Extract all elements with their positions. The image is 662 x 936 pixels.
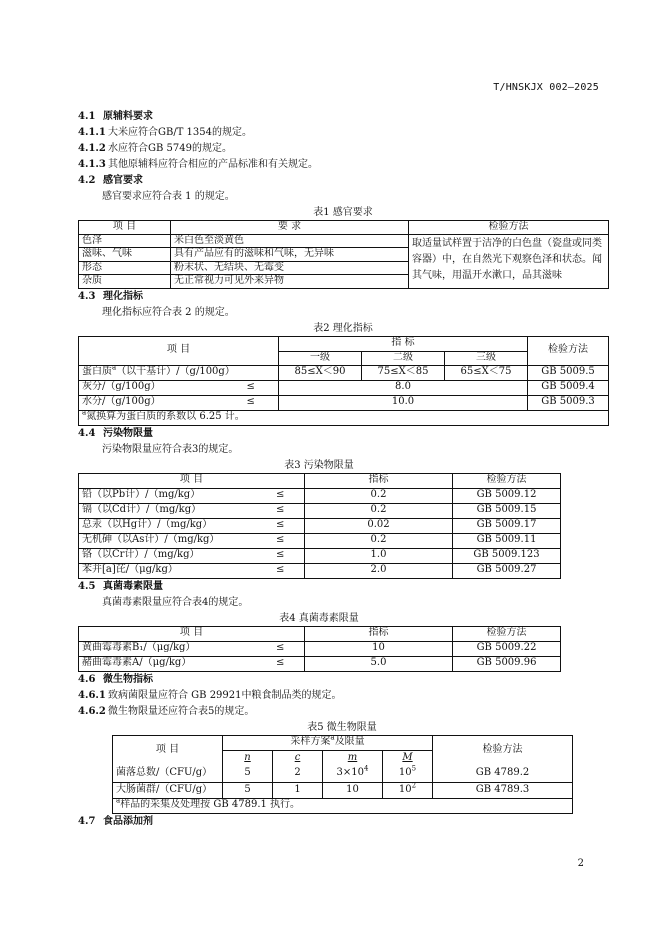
table3-item: 铬（以Cr计）/（mg/kg） bbox=[79, 548, 257, 563]
table4-value: 10 bbox=[305, 641, 453, 656]
table3-item: 铅（以Pb计）/（mg/kg） bbox=[79, 488, 257, 503]
table3-item: 无机砷（以As计）/（mg/kg） bbox=[79, 533, 257, 548]
table2-ash-label: 灰分/（g/100g） bbox=[79, 380, 224, 395]
table1-cell: 色泽 bbox=[79, 234, 171, 248]
table4-sym: ≤ bbox=[257, 656, 305, 671]
table3-contaminants bbox=[78, 473, 561, 579]
section-4-2-text: 感官要求应符合表 1 的规定。 bbox=[102, 191, 235, 202]
section-4-1-heading: 4.1 原辅料要求 bbox=[78, 111, 153, 122]
table2-protein-grade2: 75≤X＜85 bbox=[362, 365, 445, 380]
table2-ash-method: GB 5009.4 bbox=[528, 380, 609, 395]
table2-ash-value: 8.0 bbox=[279, 380, 528, 395]
table5-header-method: 检验方法 bbox=[433, 735, 573, 765]
table1-header-requirement: 要 求 bbox=[171, 221, 409, 235]
table2-physicochemical bbox=[78, 336, 609, 426]
table1-sensory bbox=[78, 220, 609, 289]
section-4-7-heading: 4.7 食品添加剂 bbox=[78, 815, 153, 827]
table1-cell: 杂质 bbox=[79, 275, 171, 289]
table5-row2-n: 5 bbox=[223, 782, 273, 798]
table1-header-item: 项 目 bbox=[79, 221, 171, 235]
section-4-6-heading: 4.6 微生物指标 bbox=[78, 673, 153, 685]
table2-ash-sym: ≤ bbox=[224, 380, 279, 395]
table5-title: 表5 微生物限量 bbox=[307, 721, 377, 733]
table4-header-index: 指标 bbox=[305, 626, 453, 641]
table3-method: GB 5009.27 bbox=[453, 563, 561, 578]
table2-note: $^a$氮换算为蛋白质的系数以 6.25 计。 bbox=[79, 410, 609, 425]
table2-protein-grade3: 65≤X＜75 bbox=[445, 365, 528, 380]
table1-cell: 滋味、气味 bbox=[79, 248, 171, 262]
table3-sym: ≤ bbox=[257, 563, 305, 578]
table5-microbial bbox=[112, 735, 573, 814]
table1-cell: 具有产品应有的滋味和气味，无异味 bbox=[171, 248, 409, 262]
table3-sym: ≤ bbox=[257, 518, 305, 533]
section-4-5-heading: 4.5 真菌毒素限量 bbox=[78, 580, 163, 592]
table3-value: 0.2 bbox=[305, 503, 453, 518]
table3-method: GB 5009.123 bbox=[453, 548, 561, 563]
table5-row1-m: $3\times 10^4$ bbox=[323, 765, 383, 782]
table4-title: 表4 真菌毒素限量 bbox=[279, 612, 359, 624]
table3-method: GB 5009.12 bbox=[453, 488, 561, 503]
table5-header-plan: 采样方案$^a$及限量 bbox=[223, 735, 433, 750]
table3-item: 镉（以Cd计）/（mg/kg） bbox=[79, 503, 257, 518]
page-number: 2 bbox=[577, 858, 584, 869]
table4-header-item: 项 目 bbox=[79, 626, 305, 641]
table3-value: 2.0 bbox=[305, 563, 453, 578]
table2-protein-label: 蛋白质$^a$（以干基计）/（g/100g） bbox=[79, 365, 279, 380]
table5-row1-M: $10^5$ bbox=[383, 765, 433, 782]
table3-sym: ≤ bbox=[257, 533, 305, 548]
standard-code: T/HNSKJX 002—2025 bbox=[493, 82, 599, 93]
table5-header-m: m bbox=[323, 750, 383, 765]
document-body bbox=[78, 109, 608, 830]
table5-header-M: M bbox=[383, 750, 433, 765]
section-4-5-text: 真菌毒素限量应符合表4的规定。 bbox=[102, 596, 249, 608]
table3-value: 1.0 bbox=[305, 548, 453, 563]
table3-header-item: 项 目 bbox=[79, 473, 305, 488]
table2-moisture-method: GB 5009.3 bbox=[528, 395, 609, 410]
table1-cell: 粉末状、无结块、无霉变 bbox=[171, 261, 409, 275]
table2-header-index: 指 标 bbox=[279, 336, 528, 351]
table4-value: 5.0 bbox=[305, 656, 453, 671]
clause-4-6-2: 4.6.2 微生物限量还应符合表5的规定。 bbox=[78, 705, 255, 717]
section-4-2-heading: 4.2 感官要求 bbox=[78, 175, 143, 186]
table5-row1-n: 5 bbox=[223, 765, 273, 782]
table3-method: GB 5009.15 bbox=[453, 503, 561, 518]
table5-header-c: c bbox=[273, 750, 323, 765]
table5-row2-c: 1 bbox=[273, 782, 323, 798]
table2-header-item: 项 目 bbox=[79, 336, 279, 365]
table4-method: GB 5009.96 bbox=[453, 656, 561, 671]
clause-4-1-2: 4.1.2 水应符合GB 5749的规定。 bbox=[78, 143, 232, 154]
table2-header-method: 检验方法 bbox=[528, 336, 609, 365]
table5-row1-method: GB 4789.2 bbox=[433, 765, 573, 782]
table4-header-method: 检验方法 bbox=[453, 626, 561, 641]
table3-value: 0.2 bbox=[305, 533, 453, 548]
table3-value: 0.02 bbox=[305, 518, 453, 533]
table4-item: 黄曲霉毒素B₁/（μg/kg） bbox=[79, 641, 257, 656]
table3-sym: ≤ bbox=[257, 488, 305, 503]
table5-row2-m: 10 bbox=[323, 782, 383, 798]
section-4-4-heading: 4.4 污染物限量 bbox=[78, 427, 153, 439]
table2-moisture-label: 水分/（g/100g） bbox=[79, 395, 224, 410]
table3-item: 苯并[a]芘/（μg/kg） bbox=[79, 563, 257, 578]
table4-method: GB 5009.22 bbox=[453, 641, 561, 656]
table1-header-method: 检验方法 bbox=[409, 221, 609, 235]
table4-sym: ≤ bbox=[257, 641, 305, 656]
table1-method-cell: 取适量试样置于洁净的白色盘（瓷盘或同类容器）中，在自然光下观察色泽和状态。闻其气味，用温开水漱口，品其滋味 bbox=[409, 234, 609, 288]
table5-note: $^a$样品的采集及处理按 GB 4789.1 执行。 bbox=[113, 798, 573, 813]
clause-4-1-3: 4.1.3 其他原辅料应符合相应的产品标准和有关规定。 bbox=[78, 159, 318, 170]
table3-header-index: 指标 bbox=[305, 473, 453, 488]
table2-protein-method: GB 5009.5 bbox=[528, 365, 609, 380]
section-4-3-heading: 4.3 理化指标 bbox=[78, 290, 143, 302]
table3-sym: ≤ bbox=[257, 548, 305, 563]
table2-moisture-value: 10.0 bbox=[279, 395, 528, 410]
table4-mycotoxins bbox=[78, 626, 561, 672]
table5-row2-method: GB 4789.3 bbox=[433, 782, 573, 798]
table1-cell: 形态 bbox=[79, 261, 171, 275]
table3-sym: ≤ bbox=[257, 503, 305, 518]
table4-item: 赭曲霉毒素A/（μg/kg） bbox=[79, 656, 257, 671]
table2-protein-grade1: 85≤X＜90 bbox=[279, 365, 362, 380]
table3-item: 总汞（以Hg计）/（mg/kg） bbox=[79, 518, 257, 533]
section-4-3-text: 理化指标应符合表 2 的规定。 bbox=[102, 306, 235, 318]
table5-row2-item: 大肠菌群/（CFU/g） bbox=[113, 782, 223, 798]
table5-row1-item: 菌落总数/（CFU/g） bbox=[113, 765, 223, 782]
table3-value: 0.2 bbox=[305, 488, 453, 503]
table3-title: 表3 污染物限量 bbox=[284, 459, 354, 471]
table1-cell: 米白色至淡黄色 bbox=[171, 234, 409, 248]
table5-row1-c: 2 bbox=[273, 765, 323, 782]
table2-grade-1: 一级 bbox=[279, 351, 362, 365]
table1-title: 表1 感官要求 bbox=[313, 207, 373, 218]
table5-header-n: n bbox=[223, 750, 273, 765]
table5-row2-M: $10^2$ bbox=[383, 782, 433, 798]
table1-cell: 无正常视力可见外来异物 bbox=[171, 275, 409, 289]
table3-method: GB 5009.11 bbox=[453, 533, 561, 548]
table3-header-method: 检验方法 bbox=[453, 473, 561, 488]
table3-method: GB 5009.17 bbox=[453, 518, 561, 533]
table2-grade-2: 二级 bbox=[362, 351, 445, 365]
table2-grade-3: 三级 bbox=[445, 351, 528, 365]
clause-4-6-1: 4.6.1 致病菌限量应符合 GB 29921中粮食制品类的规定。 bbox=[78, 689, 342, 701]
clause-4-1-1: 4.1.1 大米应符合GB/T 1354的规定。 bbox=[78, 127, 253, 138]
table5-header-item: 项 目 bbox=[113, 735, 223, 765]
table2-title: 表2 理化指标 bbox=[313, 322, 373, 334]
section-4-4-text: 污染物限量应符合表3的规定。 bbox=[102, 443, 239, 455]
table2-moisture-sym: ≤ bbox=[224, 395, 279, 410]
